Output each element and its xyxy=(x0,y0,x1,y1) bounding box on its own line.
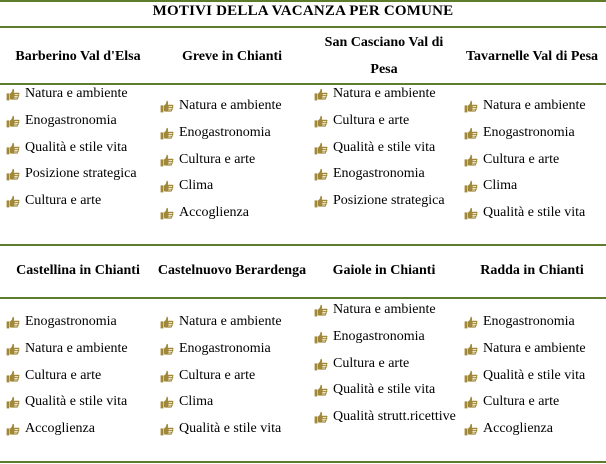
municipality-name: Tavarnelle Val di Pesa xyxy=(465,48,599,64)
motive-item xyxy=(310,161,458,188)
motive-item xyxy=(310,324,458,351)
motive-item xyxy=(156,120,308,147)
motive-item xyxy=(460,120,604,147)
municipality-header xyxy=(310,29,458,83)
motive-item xyxy=(310,377,458,404)
hand-pointer-icon xyxy=(6,423,20,436)
motive-list xyxy=(156,93,308,227)
hand-pointer-icon xyxy=(314,115,328,128)
motive-label: Qualità e stile vita xyxy=(25,139,128,155)
motive-list xyxy=(460,93,604,227)
motive-list xyxy=(2,309,154,443)
motive-item xyxy=(310,404,458,431)
motive-item xyxy=(460,389,604,416)
hand-pointer-icon xyxy=(160,100,174,113)
motive-item xyxy=(156,336,308,363)
municipality-name: Radda in Chianti xyxy=(480,262,584,278)
hand-pointer-icon xyxy=(314,195,328,208)
municipality-header xyxy=(156,244,308,296)
motive-label: Qualità strutt.ricettive xyxy=(333,409,456,425)
hand-pointer-icon xyxy=(464,423,478,436)
header-rule xyxy=(0,297,606,299)
motive-label: Accoglienza xyxy=(483,421,553,437)
motive-label: Qualità e stile vita xyxy=(483,205,586,221)
hand-pointer-icon xyxy=(160,423,174,436)
hand-pointer-icon xyxy=(464,180,478,193)
motive-item xyxy=(460,173,604,200)
motive-list xyxy=(2,81,154,215)
hand-pointer-icon xyxy=(6,115,20,128)
motive-item xyxy=(310,135,458,162)
hand-pointer-icon xyxy=(6,316,20,329)
motive-label: Cultura e arte xyxy=(25,367,102,383)
motive-item xyxy=(2,363,154,390)
hand-pointer-icon xyxy=(160,316,174,329)
motive-label: Qualità e stile vita xyxy=(25,394,128,410)
hand-pointer-icon xyxy=(160,370,174,383)
motive-label: Qualità e stile vita xyxy=(483,367,586,383)
motive-item xyxy=(310,81,458,108)
municipality-name: Castelnuovo Berardenga xyxy=(157,262,307,278)
motive-label: Qualità e stile vita xyxy=(333,139,436,155)
top-rule xyxy=(0,0,606,2)
motive-label: Cultura e arte xyxy=(333,355,410,371)
motive-item xyxy=(2,161,154,188)
hand-pointer-icon xyxy=(464,207,478,220)
hand-pointer-icon xyxy=(314,142,328,155)
motive-label: Natura e ambiente xyxy=(483,98,586,113)
hand-pointer-icon xyxy=(160,207,174,220)
motive-item xyxy=(310,188,458,215)
motive-label: Qualità e stile vita xyxy=(333,382,436,398)
motive-item xyxy=(156,147,308,174)
hand-pointer-icon xyxy=(464,154,478,167)
hand-pointer-icon xyxy=(464,343,478,356)
motive-item xyxy=(2,309,154,336)
motive-label: Natura e ambiente xyxy=(25,86,128,101)
hand-pointer-icon xyxy=(464,316,478,329)
hand-pointer-icon xyxy=(314,331,328,344)
motive-label: Enogastronomia xyxy=(179,124,271,140)
municipality-name: Greve in Chianti xyxy=(181,48,283,64)
motive-item xyxy=(460,309,604,336)
hand-pointer-icon xyxy=(160,154,174,167)
table-title: MOTIVI DELLA VACANZA PER COMUNE xyxy=(152,3,454,19)
motive-item xyxy=(2,135,154,162)
hand-pointer-icon xyxy=(464,396,478,409)
municipality-header xyxy=(460,29,604,83)
motive-item xyxy=(460,336,604,363)
hand-pointer-icon xyxy=(314,168,328,181)
hand-pointer-icon xyxy=(160,396,174,409)
motive-item xyxy=(460,200,604,227)
hand-pointer-icon xyxy=(6,168,20,181)
municipality-header xyxy=(460,244,604,296)
hand-pointer-icon xyxy=(160,127,174,140)
hand-pointer-icon xyxy=(314,384,328,397)
motive-list xyxy=(156,309,308,443)
motive-list xyxy=(460,309,604,443)
motive-item xyxy=(2,389,154,416)
motive-item xyxy=(310,297,458,324)
hand-pointer-icon xyxy=(464,370,478,383)
motive-item xyxy=(460,147,604,174)
motive-label: Cultura e arte xyxy=(333,112,410,128)
municipality-name: Castellina in Chianti xyxy=(16,262,140,278)
motive-label: Natura e ambiente xyxy=(179,314,282,329)
motive-item xyxy=(156,200,308,227)
motive-label: Cultura e arte xyxy=(179,151,256,167)
motive-item xyxy=(156,363,308,390)
motive-label: Qualità e stile vita xyxy=(179,421,282,437)
bottom-rule xyxy=(0,461,606,463)
hand-pointer-icon xyxy=(314,411,328,424)
hand-pointer-icon xyxy=(6,142,20,155)
hand-pointer-icon xyxy=(6,370,20,383)
motive-label: Accoglienza xyxy=(25,421,95,437)
hand-pointer-icon xyxy=(160,343,174,356)
municipality-header xyxy=(2,29,154,83)
motive-label: Natura e ambiente xyxy=(25,340,128,356)
hand-pointer-icon xyxy=(314,358,328,371)
motive-item xyxy=(156,389,308,416)
motive-label: Clima xyxy=(483,178,518,194)
motive-label: Enogastronomia xyxy=(333,328,425,344)
municipality-name: Barberino Val d'Elsa xyxy=(15,48,141,64)
motive-item xyxy=(2,108,154,135)
motive-label: Enogastronomia xyxy=(483,124,575,140)
municipality-name: San Casciano Val di Pesa xyxy=(324,35,444,77)
motive-item xyxy=(2,81,154,108)
motive-label: Enogastronomia xyxy=(333,166,425,182)
motive-item xyxy=(310,351,458,378)
municipality-name: Gaiole in Chianti xyxy=(332,262,436,278)
motive-item xyxy=(460,93,604,120)
motive-item xyxy=(310,108,458,135)
motive-item xyxy=(460,416,604,443)
motive-label: Cultura e arte xyxy=(483,394,560,410)
motive-item xyxy=(156,173,308,200)
hand-pointer-icon xyxy=(6,88,20,101)
motive-label: Cultura e arte xyxy=(25,193,102,209)
motive-label: Accoglienza xyxy=(179,205,249,221)
motive-item xyxy=(460,363,604,390)
motive-item xyxy=(156,416,308,443)
motive-label: Natura e ambiente xyxy=(333,302,436,317)
motive-label: Enogastronomia xyxy=(25,112,117,128)
hand-pointer-icon xyxy=(6,396,20,409)
motive-list xyxy=(310,81,458,215)
motive-label: Clima xyxy=(179,394,214,410)
municipality-header xyxy=(156,29,308,83)
motive-item xyxy=(2,336,154,363)
motive-label: Enogastronomia xyxy=(483,314,575,329)
motive-label: Natura e ambiente xyxy=(179,98,282,113)
motive-item xyxy=(2,416,154,443)
hand-pointer-icon xyxy=(464,100,478,113)
motive-label: Posizione strategica xyxy=(25,166,137,182)
motive-item xyxy=(156,93,308,120)
motive-item xyxy=(2,188,154,215)
hand-pointer-icon xyxy=(6,195,20,208)
municipality-header xyxy=(310,244,458,296)
motive-label: Enogastronomia xyxy=(25,314,117,329)
hand-pointer-icon xyxy=(6,343,20,356)
motive-label: Cultura e arte xyxy=(179,367,256,383)
motive-label: Natura e ambiente xyxy=(333,86,436,101)
motive-list xyxy=(310,297,458,431)
motive-item xyxy=(156,309,308,336)
motive-label: Posizione strategica xyxy=(333,193,445,209)
motive-label: Clima xyxy=(179,178,214,194)
motive-label: Natura e ambiente xyxy=(483,340,586,356)
title-rule xyxy=(0,26,606,28)
hand-pointer-icon xyxy=(464,127,478,140)
hand-pointer-icon xyxy=(314,304,328,317)
municipality-header xyxy=(2,244,154,296)
hand-pointer-icon xyxy=(314,88,328,101)
hand-pointer-icon xyxy=(160,180,174,193)
motive-label: Cultura e arte xyxy=(483,151,560,167)
motive-label: Enogastronomia xyxy=(179,340,271,356)
